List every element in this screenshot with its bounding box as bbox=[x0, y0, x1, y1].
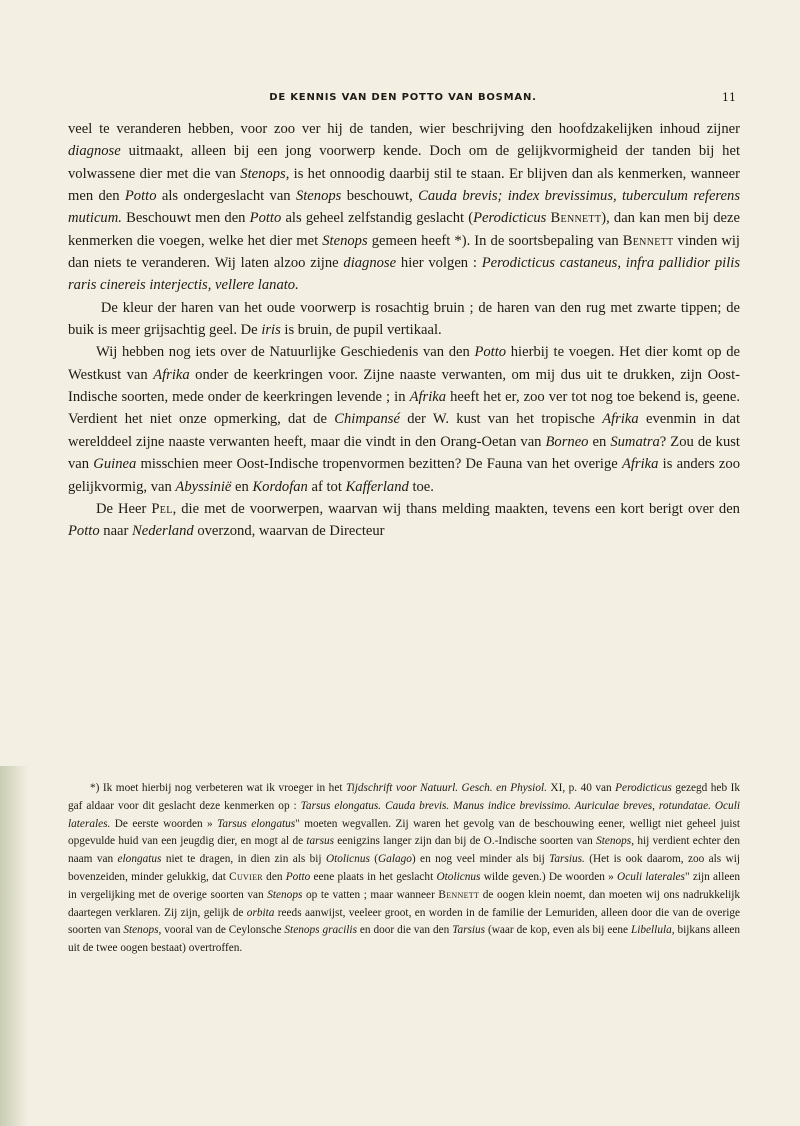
footnote bbox=[68, 780, 740, 958]
page-header bbox=[68, 92, 738, 112]
page-number: 11 bbox=[722, 91, 736, 104]
running-title: DE KENNIS VAN DEN POTTO VAN BOSMAN. bbox=[269, 92, 537, 103]
paragraph-2: Wij hebben nog iets over de Natuurlijke Geschiedenis van den Potto hierbij te voegen. Het dier komt op de Westkust van Afrika onder de keerkringen voor. Zijne naaste verwanten, om mij dus uit te drukken, zijn Oost-Indische soorten, mede onder de keerkringen levende ; in Afrika heeft het er, zoo ver tot nog toe bekend is, geene. Verdient het niet onze opmerking, dat de Chimpansé der W. kust van het tropische Afrika evenmin in dat werelddeel zijne naaste verwanten heeft, maar die vindt in den Orang-Oetan van Borneo en Sumatra? Zou de kust van Guinea misschien meer Oost-Indische tropenvormen bezitten? De Fauna van het overige Afrika is anders zoo gelijkvormig, van Abyssinië en Kordofan af tot Kafferland toe. bbox=[68, 344, 741, 495]
paragraph-1: veel te veranderen hebben, voor zoo ver hij de tanden, wier beschrijving den hoofdzakelijken inhoud zijner diagnose uitmaakt, alleen bij een jong voorwerp kende. Doch om de gelijkvormigheid der tanden bij het volwassene dier met die van Stenops, is het onnoodig daarbij stil te staan. Er blijven dan als kenmerken, wanneer men den Potto als ondergeslacht van Stenops beschouwt, Cauda brevis; index brevissimus, tuberculum referens muticum. Beschouwt men den Potto als geheel zelfstandig geslacht (Perodicticus Bennett), dan kan men bij deze kenmerken die voegen, welke het dier met Stenops gemeen heeft *). In de soortsbepaling van Bennett vinden wij dan niets te veranderen. Wij laten alzoo zijne diagnose hier volgen : Perodicticus castaneus, infra pallidior pilis raris cinereis interjectis, vellere lanato. De kleur der haren van het oude voorwerp is rosachtig bruin ; de haren van den rug met zwarte tippen; de buik is meer grijsachtig geel. De iris is bruin, de pupil vertikaal. bbox=[68, 121, 741, 339]
footnote-text: *) Ik moet hierbij nog verbeteren wat ik vroeger in het Tijdschrift voor Natuurl. Gesch. en Physiol. XI, p. 40 van Perodicticus gezegd heb Ik gaf aldaar voor dit geslacht deze kenmerken op : Tarsus elongatus. Cauda brevis. Manus indice brevissimo. Auriculae breves, rotundatae. Oculi laterales. De eerste woorden » Tarsus elongatus" moeten wegvallen. Zij waren het gevolg van de beschouwing eener, welligt niet geheel juist opgevulde huid van een jeugdig dier, en mogt al de tarsus eenigzins langer zijn dan bij de O.-Indische soorten van Stenops, hij verdient echter den naam van elongatus niet te dragen, in dien zin als bij Otolicnus (Galago) en nog veel minder als bij Tarsius. (Het is ook daarom, zoo als wij bovenzeiden, minder gelukkig, dat Cuvier den Potto eene plaats in het geslacht Otolicnus wilde geven.) De woorden » Oculi laterales" zijn alleen in vergelijking met de overige soorten van Stenops op te vatten ; maar wanneer Bennett de oogen klein noemt, dan moeten wij ons nadrukkelijk daartegen verklaren. Zij zijn, gelijk de orbita reeds aanwijst, veeleer groot, en worden in de familie der Lemuriden, alleen door die van de overige soorten van Stenops, vooral van de Ceylonsche Stenops gracilis en door die van den Tarsius (waar de kop, even als bij eene Libellula, bijkans alleen uit de twee oogen bestaat) overtroffen. bbox=[68, 782, 741, 955]
page-edge-shadow bbox=[0, 766, 28, 1126]
paragraph-3: De Heer Pel, die met de voorwerpen, waarvan wij thans melding maakten, tevens een kort berigt over den Potto naar Nederland overzond, waarvan de Directeur bbox=[68, 500, 740, 540]
body-text bbox=[68, 118, 740, 543]
